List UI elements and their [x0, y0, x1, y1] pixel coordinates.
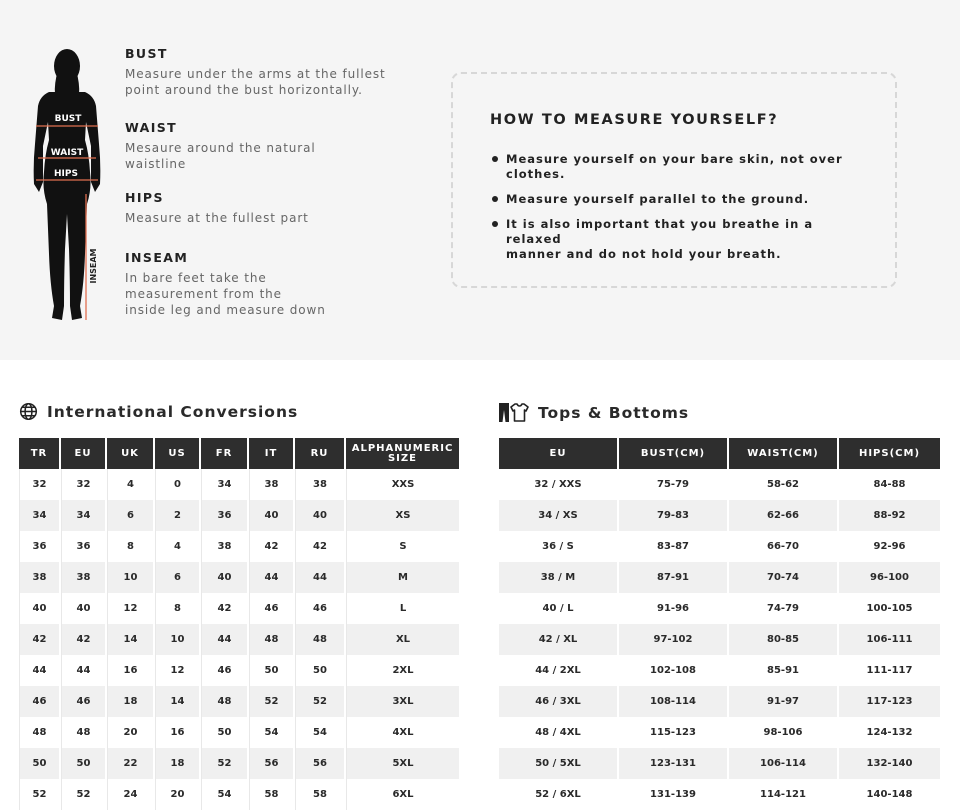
table-cell: 79-83 — [619, 500, 729, 531]
table-header-row — [19, 438, 459, 469]
table-cell: 12 — [107, 593, 155, 624]
table-cell: 46 — [61, 686, 107, 717]
table-cell: 40 — [61, 593, 107, 624]
table-cell: 92-96 — [839, 531, 940, 562]
list-item-line: It is also important that you breathe in a relaxed — [506, 217, 814, 246]
table-cell: 70-74 — [729, 562, 839, 593]
table-cell: 117-123 — [839, 686, 940, 717]
table-cell: 40 / L — [499, 593, 619, 624]
table-cell: 96-100 — [839, 562, 940, 593]
table-cell: 6XL — [346, 779, 459, 810]
table-cell: 52 — [249, 686, 295, 717]
table-cell: 84-88 — [839, 469, 940, 500]
tops-bottoms-table — [499, 438, 940, 810]
table-cell: 4XL — [346, 717, 459, 748]
list-item — [490, 152, 870, 182]
list-item-line: manner and do not hold your breath. — [506, 247, 782, 261]
table-cell: 80-85 — [729, 624, 839, 655]
table-cell: 48 — [295, 624, 346, 655]
table-cell: 50 — [19, 748, 61, 779]
table-cell: 44 — [61, 655, 107, 686]
table-row — [499, 779, 940, 810]
column-header: EU — [499, 438, 619, 469]
table-cell: 4 — [155, 531, 201, 562]
figure-hips-label: HIPS — [54, 169, 78, 179]
table-cell: L — [346, 593, 459, 624]
table-cell: 58-62 — [729, 469, 839, 500]
table-cell: 123-131 — [619, 748, 729, 779]
table-row — [499, 717, 940, 748]
table-cell: 5XL — [346, 748, 459, 779]
waist-title: WAIST — [125, 120, 178, 135]
table-cell: 14 — [107, 624, 155, 655]
table-cell: 6 — [155, 562, 201, 593]
table-cell: 16 — [155, 717, 201, 748]
table-cell: 4 — [107, 469, 155, 500]
table-cell: 98-106 — [729, 717, 839, 748]
table-cell: 54 — [295, 717, 346, 748]
table-cell: 38 / M — [499, 562, 619, 593]
table-cell: 24 — [107, 779, 155, 810]
table-cell: 44 — [295, 562, 346, 593]
how-to-measure-list — [490, 152, 870, 272]
table-cell: 140-148 — [839, 779, 940, 810]
waist-desc-line: waistline — [125, 157, 187, 171]
table-cell: 115-123 — [619, 717, 729, 748]
table-row — [499, 531, 940, 562]
table-cell: 44 / 2XL — [499, 655, 619, 686]
table-cell: 50 — [249, 655, 295, 686]
table-cell: 8 — [107, 531, 155, 562]
table-cell: 36 — [19, 531, 61, 562]
column-header: EU — [61, 438, 107, 469]
waist-instruction — [125, 120, 425, 172]
table-cell: 44 — [249, 562, 295, 593]
table-row — [19, 748, 459, 779]
table-row — [19, 593, 459, 624]
bust-title: BUST — [125, 46, 168, 61]
table-row — [19, 531, 459, 562]
inseam-desc-line: In bare feet take the — [125, 271, 267, 285]
tops-bottoms-heading — [498, 402, 689, 423]
table-cell: 52 — [19, 779, 61, 810]
table-cell: 46 — [249, 593, 295, 624]
table-cell: 74-79 — [729, 593, 839, 624]
table-cell: 10 — [107, 562, 155, 593]
table-cell: 38 — [201, 531, 249, 562]
table-cell: 22 — [107, 748, 155, 779]
inseam-desc-line: measurement from the — [125, 287, 282, 301]
table-cell: 52 / 6XL — [499, 779, 619, 810]
column-header: UK — [107, 438, 155, 469]
table-cell: 42 — [295, 531, 346, 562]
table-cell: 42 — [201, 593, 249, 624]
table-row — [19, 624, 459, 655]
measurement-guide-section — [0, 0, 960, 360]
hips-instruction — [125, 190, 425, 226]
table-cell: 54 — [249, 717, 295, 748]
table-cell: M — [346, 562, 459, 593]
table-cell: 34 — [19, 500, 61, 531]
table-cell: 111-117 — [839, 655, 940, 686]
table-cell: 16 — [107, 655, 155, 686]
column-header: TR — [19, 438, 61, 469]
table-row — [19, 500, 459, 531]
table-cell: 42 — [61, 624, 107, 655]
bullet-icon — [492, 221, 498, 227]
table-cell: 42 — [249, 531, 295, 562]
table-row — [499, 655, 940, 686]
column-header: FR — [201, 438, 249, 469]
table-body — [499, 469, 940, 810]
table-cell: XL — [346, 624, 459, 655]
table-cell: 38 — [295, 469, 346, 500]
international-conversions-title: International Conversions — [47, 402, 299, 421]
figure-inseam-label: INSEAM — [89, 248, 98, 284]
table-cell: 40 — [201, 562, 249, 593]
table-cell: 114-121 — [729, 779, 839, 810]
international-conversions-heading — [19, 402, 298, 421]
table-row — [19, 655, 459, 686]
table-cell: 8 — [155, 593, 201, 624]
table-cell: 52 — [61, 779, 107, 810]
column-header: BUST(CM) — [619, 438, 729, 469]
table-cell: 42 — [19, 624, 61, 655]
table-cell: 36 / S — [499, 531, 619, 562]
table-cell: 34 — [61, 500, 107, 531]
table-cell: 88-92 — [839, 500, 940, 531]
table-cell: 131-139 — [619, 779, 729, 810]
table-body — [19, 469, 459, 810]
inseam-desc-line: inside leg and measure down — [125, 303, 326, 317]
table-cell: 62-66 — [729, 500, 839, 531]
table-row — [19, 469, 459, 500]
column-header: HIPS(CM) — [839, 438, 940, 469]
table-cell: 124-132 — [839, 717, 940, 748]
table-cell: 46 — [295, 593, 346, 624]
table-cell: 50 / 5XL — [499, 748, 619, 779]
figure-waist-label: WAIST — [50, 148, 84, 158]
table-cell: 52 — [295, 686, 346, 717]
table-cell: 18 — [107, 686, 155, 717]
how-to-measure-box — [451, 72, 897, 288]
table-row — [499, 562, 940, 593]
table-cell: 38 — [19, 562, 61, 593]
table-cell: 44 — [201, 624, 249, 655]
hips-title: HIPS — [125, 190, 164, 205]
table-cell: 106-114 — [729, 748, 839, 779]
table-cell: 108-114 — [619, 686, 729, 717]
table-cell: 85-91 — [729, 655, 839, 686]
table-cell: 0 — [155, 469, 201, 500]
table-cell: 46 — [201, 655, 249, 686]
international-conversions-table — [19, 438, 459, 810]
table-row — [499, 469, 940, 500]
table-cell: 48 / 4XL — [499, 717, 619, 748]
table-row — [499, 500, 940, 531]
table-cell: XS — [346, 500, 459, 531]
list-item — [490, 192, 870, 207]
table-cell: 38 — [61, 562, 107, 593]
table-cell: 100-105 — [839, 593, 940, 624]
table-cell: 32 — [19, 469, 61, 500]
list-item-line: Measure yourself on your bare skin, not over — [506, 152, 843, 166]
inseam-instruction — [125, 250, 425, 318]
bullet-icon — [492, 196, 498, 202]
table-cell: 58 — [249, 779, 295, 810]
table-cell: 2 — [155, 500, 201, 531]
table-cell: 106-111 — [839, 624, 940, 655]
bust-desc-line: point around the bust horizontally. — [125, 83, 363, 97]
table-cell: 40 — [19, 593, 61, 624]
list-item-line: Measure yourself parallel to the ground. — [506, 192, 810, 206]
table-cell: 44 — [19, 655, 61, 686]
table-cell: 32 / XXS — [499, 469, 619, 500]
body-silhouette-icon — [24, 44, 110, 324]
table-row — [499, 686, 940, 717]
table-cell: 56 — [249, 748, 295, 779]
table-cell: 102-108 — [619, 655, 729, 686]
table-cell: 87-91 — [619, 562, 729, 593]
table-cell: 20 — [155, 779, 201, 810]
table-cell: 3XL — [346, 686, 459, 717]
table-cell: 48 — [249, 624, 295, 655]
column-header: ALPHANUMERIC SIZE — [346, 438, 459, 469]
column-header: WAIST(CM) — [729, 438, 839, 469]
table-cell: 54 — [201, 779, 249, 810]
clothing-icon — [498, 402, 529, 423]
table-cell: 58 — [295, 779, 346, 810]
table-cell: 48 — [201, 686, 249, 717]
table-cell: 40 — [295, 500, 346, 531]
tops-bottoms-title: Tops & Bottoms — [538, 403, 690, 422]
column-header: RU — [295, 438, 346, 469]
table-cell: 34 — [201, 469, 249, 500]
table-cell: 42 / XL — [499, 624, 619, 655]
waist-desc-line: Mesaure around the natural — [125, 141, 316, 155]
column-header: IT — [249, 438, 295, 469]
table-cell: 91-97 — [729, 686, 839, 717]
table-cell: 52 — [201, 748, 249, 779]
table-row — [19, 686, 459, 717]
table-cell: 48 — [19, 717, 61, 748]
table-cell: 75-79 — [619, 469, 729, 500]
table-row — [19, 779, 459, 810]
table-cell: 34 / XS — [499, 500, 619, 531]
bust-instruction — [125, 46, 425, 98]
bust-desc-line: Measure under the arms at the fullest — [125, 67, 386, 81]
table-cell: 46 / 3XL — [499, 686, 619, 717]
table-cell: 91-96 — [619, 593, 729, 624]
table-cell: 20 — [107, 717, 155, 748]
globe-icon — [19, 402, 38, 421]
table-cell: 6 — [107, 500, 155, 531]
table-cell: XXS — [346, 469, 459, 500]
table-cell: 10 — [155, 624, 201, 655]
table-cell: 66-70 — [729, 531, 839, 562]
table-cell: 50 — [295, 655, 346, 686]
column-header: US — [155, 438, 201, 469]
table-cell: 50 — [61, 748, 107, 779]
table-row — [499, 748, 940, 779]
table-cell: 38 — [249, 469, 295, 500]
table-cell: 2XL — [346, 655, 459, 686]
figure-bust-label: BUST — [54, 114, 82, 124]
table-cell: 83-87 — [619, 531, 729, 562]
table-cell: 132-140 — [839, 748, 940, 779]
table-cell: 32 — [61, 469, 107, 500]
table-cell: 56 — [295, 748, 346, 779]
table-cell: 50 — [201, 717, 249, 748]
bullet-icon — [492, 156, 498, 162]
list-item-line: clothes. — [506, 167, 566, 181]
table-cell: 48 — [61, 717, 107, 748]
table-cell: 12 — [155, 655, 201, 686]
inseam-title: INSEAM — [125, 250, 189, 265]
hips-desc-line: Measure at the fullest part — [125, 211, 309, 225]
table-row — [499, 624, 940, 655]
how-to-measure-title: HOW TO MEASURE YOURSELF? — [490, 112, 779, 128]
table-cell: 97-102 — [619, 624, 729, 655]
table-row — [19, 717, 459, 748]
table-row — [499, 593, 940, 624]
table-cell: S — [346, 531, 459, 562]
table-row — [19, 562, 459, 593]
table-cell: 14 — [155, 686, 201, 717]
table-header-row — [499, 438, 940, 469]
table-cell: 36 — [201, 500, 249, 531]
table-cell: 36 — [61, 531, 107, 562]
list-item — [490, 217, 870, 262]
table-cell: 18 — [155, 748, 201, 779]
table-cell: 40 — [249, 500, 295, 531]
table-cell: 46 — [19, 686, 61, 717]
